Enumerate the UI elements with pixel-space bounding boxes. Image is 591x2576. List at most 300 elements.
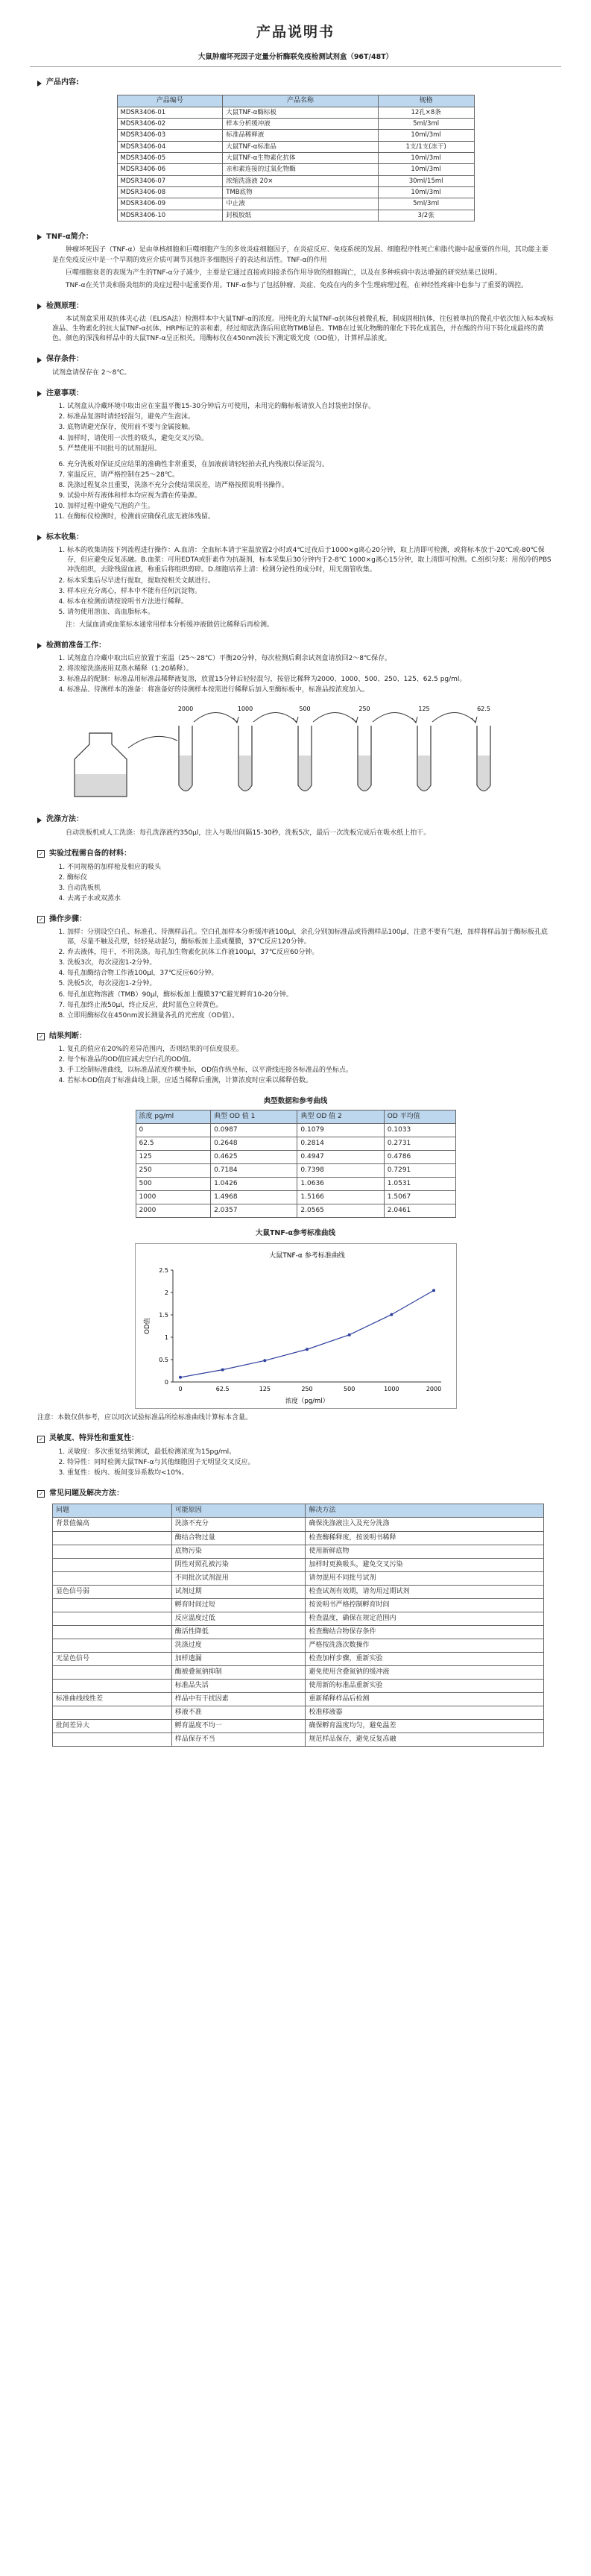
table-row bbox=[53, 1625, 544, 1639]
table-cell bbox=[53, 1545, 172, 1558]
table-row bbox=[53, 1720, 544, 1733]
list-item: 2. 将浓缩洗涤液用双蒸水稀释（1:20稀释）。 bbox=[67, 665, 554, 674]
list-item: 2. 每个标准品的OD值应减去空白孔的OD值。 bbox=[67, 1055, 554, 1065]
table-cell: 5ml/3ml bbox=[378, 198, 474, 210]
table-cell: 批间差异大 bbox=[53, 1720, 172, 1733]
table-cell: MDSR3406-02 bbox=[117, 119, 223, 130]
table-row bbox=[53, 1518, 544, 1531]
list-item: 4. 标本在检测前请按说明书方法进行稀释。 bbox=[67, 597, 554, 607]
data-point bbox=[390, 1313, 393, 1316]
data-point bbox=[432, 1289, 435, 1292]
table-cell bbox=[53, 1665, 172, 1679]
y-tick-label: 1.5 bbox=[158, 1312, 168, 1319]
table-cell: 0.4947 bbox=[297, 1151, 384, 1164]
table-row bbox=[53, 1545, 544, 1558]
table-cell: MDSR3406-06 bbox=[117, 164, 223, 175]
table-row bbox=[117, 107, 474, 118]
section-heading: 检测前准备工作： bbox=[46, 641, 106, 650]
table-cell: 5ml/3ml bbox=[378, 119, 474, 130]
arrow-head-icon bbox=[233, 717, 238, 723]
x-tick-label: 125 bbox=[259, 1386, 271, 1393]
table-cell: 1.5067 bbox=[384, 1191, 455, 1204]
table-row bbox=[136, 1137, 455, 1151]
bullet-icon bbox=[37, 234, 42, 240]
table-cell: 酶结合物过量 bbox=[171, 1531, 306, 1545]
bullet-icon bbox=[37, 817, 42, 823]
table-cell: 洗涤不充分 bbox=[171, 1518, 306, 1531]
chart-note: 注意：本数仅供参考，应以同次试验标准品所绘标准曲线计算标本含量。 bbox=[37, 1414, 253, 1422]
tube-liquid bbox=[180, 755, 192, 791]
table-cell bbox=[53, 1625, 172, 1639]
checkbox-icon: ✓ bbox=[37, 1490, 45, 1498]
list-item: 4. 若标本OD值高于标准曲线上限，应适当稀释后重测，计算浓度时应乘以稀释倍数。 bbox=[67, 1076, 554, 1086]
table-cell: 2.0357 bbox=[211, 1204, 297, 1218]
paragraph: 自动洗板机或人工洗涤：每孔洗涤液约350μl，注入与吸出间隔15-30秒，洗板5次，最后一次洗板完成后在吸水纸上拍干。 bbox=[66, 829, 431, 837]
list-item: 7. 室温反应，请严格控制在25～28℃。 bbox=[67, 471, 554, 480]
table-cell: 10ml/3ml bbox=[378, 130, 474, 141]
list-item: 3. 洗板3次，每次浸泡1-2分钟。 bbox=[67, 958, 554, 968]
list-item: 2. 特异性：同时检测大鼠TNF-α与其他细胞因子无明显交叉反应。 bbox=[67, 1458, 554, 1468]
std-table-title: 典型数据和参考曲线 bbox=[263, 1097, 328, 1106]
list-item: 9. 试验中所有液体和样本均应视为潜在传染源。 bbox=[67, 491, 554, 501]
table-cell: 阴性对照孔被污染 bbox=[171, 1558, 306, 1571]
table-cell: 250 bbox=[136, 1164, 211, 1178]
bullet-icon bbox=[37, 357, 42, 363]
y-tick-label: 2 bbox=[164, 1289, 168, 1297]
table-row bbox=[117, 175, 474, 186]
table-row bbox=[53, 1612, 544, 1625]
list-item: 1. 试剂盒从冷藏环境中取出应在室温平衡15-30分钟后方可使用，未用完的酶标板请放入自封袋密封保存。 bbox=[67, 402, 554, 412]
list-item: 5. 请勿使用溶血、高血脂标本。 bbox=[67, 608, 554, 618]
chart-subtitle: 大鼠TNF-α 参考标准曲线 bbox=[268, 1252, 345, 1260]
table-cell: 0 bbox=[136, 1124, 211, 1137]
tube-label: 125 bbox=[418, 706, 430, 713]
table-cell: 校准移液器 bbox=[306, 1706, 544, 1720]
y-tick-label: 1 bbox=[164, 1334, 168, 1342]
table-cell: 1.5166 bbox=[297, 1191, 384, 1204]
table-cell: 规范样品保存，避免反复冻融 bbox=[306, 1733, 544, 1747]
section-wash bbox=[37, 814, 554, 838]
list-item: 3. 样本应充分离心，样本中不能有任何沉淀物。 bbox=[67, 587, 554, 597]
notes-list-2 bbox=[67, 460, 554, 522]
standard-curve-chart bbox=[135, 1243, 457, 1409]
section-heading: 结果判断： bbox=[49, 1031, 86, 1040]
table-cell: 使用新鲜底物 bbox=[306, 1545, 544, 1558]
table-cell: 显色信号弱 bbox=[53, 1585, 172, 1598]
tube-liquid bbox=[418, 755, 430, 791]
section-intro bbox=[37, 232, 554, 291]
arrow-head-icon bbox=[412, 717, 417, 723]
transfer-arrow-icon bbox=[128, 737, 177, 749]
table-cell bbox=[53, 1612, 172, 1625]
table-cell: 按说明书严格控制孵育时间 bbox=[306, 1598, 544, 1612]
table-cell: 2.0461 bbox=[384, 1204, 455, 1218]
table-header-cell: 问题 bbox=[53, 1504, 172, 1518]
table-cell: 125 bbox=[136, 1151, 211, 1164]
list-item: 1. 加样：分别设空白孔、标准孔、待测样品孔。空白孔加样本分析缓冲液100μl，余孔分别加标准品或待测样品100μl，注意不要有气泡，加样将样品加于酶标板孔底部，尽量不触及孔壁，轻轻晃动混匀，酶标板加上盖或覆膜，37℃反应120分钟。 bbox=[67, 928, 554, 947]
data-point bbox=[221, 1369, 224, 1372]
data-point bbox=[347, 1333, 350, 1336]
x-tick-label: 0 bbox=[177, 1386, 183, 1393]
table-cell: MDSR3406-04 bbox=[117, 141, 223, 152]
tube-label: 250 bbox=[358, 706, 370, 713]
prep-list bbox=[67, 654, 554, 695]
results-list bbox=[67, 1045, 554, 1086]
table-cell: 0.2731 bbox=[384, 1137, 455, 1151]
table-header-cell: 典型 OD 值 2 bbox=[297, 1110, 384, 1124]
section-heading: 注意事项： bbox=[46, 389, 83, 398]
table-cell bbox=[53, 1733, 172, 1747]
table-cell bbox=[53, 1680, 172, 1693]
x-tick-label: 1000 bbox=[383, 1386, 399, 1393]
table-cell: 大鼠TNF-α生物素化抗体 bbox=[223, 153, 378, 164]
table-cell: TMB底物 bbox=[223, 187, 378, 198]
section-steps bbox=[37, 914, 554, 1021]
list-item: 2. 标准品复溶时请轻轻混匀，避免产生泡沫。 bbox=[67, 412, 554, 422]
arrow-head-icon bbox=[353, 717, 358, 723]
std-data-table bbox=[136, 1110, 456, 1218]
table-cell: 酶活性降低 bbox=[171, 1625, 306, 1639]
table-row bbox=[53, 1665, 544, 1679]
table-header-cell: 产品编号 bbox=[117, 95, 223, 107]
list-item: 3. 自动洗板机 bbox=[67, 884, 554, 893]
list-item: 3. 底物请避光保存，使用前不要与金属接触。 bbox=[67, 423, 554, 433]
table-row bbox=[117, 119, 474, 130]
table-row bbox=[53, 1585, 544, 1598]
section-principle bbox=[37, 301, 554, 345]
list-item: 8. 立即用酶标仪在450nm波长测量各孔的光密度（OD值）。 bbox=[67, 1011, 554, 1021]
table-cell: 移液不准 bbox=[171, 1706, 306, 1720]
tube-label: 500 bbox=[299, 706, 311, 713]
table-cell: 10ml/3ml bbox=[378, 164, 474, 175]
table-row bbox=[53, 1598, 544, 1612]
bullet-icon bbox=[37, 81, 42, 87]
data-point bbox=[306, 1348, 309, 1351]
notes-list bbox=[67, 402, 554, 453]
table-cell: MDSR3406-08 bbox=[117, 187, 223, 198]
y-tick-label: 0 bbox=[164, 1379, 168, 1386]
section-heading: 灵敏度、特异性和重复性： bbox=[49, 1434, 139, 1443]
table-cell: MDSR3406-05 bbox=[117, 153, 223, 164]
table-cell: 加样时更换吸头，避免交叉污染 bbox=[306, 1558, 544, 1571]
table-cell bbox=[53, 1571, 172, 1585]
table-cell: 3/2张 bbox=[378, 210, 474, 221]
table-cell: 大鼠TNF-α标准品 bbox=[223, 141, 378, 152]
table-cell: 0.2648 bbox=[211, 1137, 297, 1151]
bullet-icon bbox=[37, 535, 42, 541]
x-tick-label: 62.5 bbox=[215, 1386, 230, 1393]
section-sensitivity bbox=[37, 1433, 554, 1478]
table-cell: 底物污染 bbox=[171, 1545, 306, 1558]
table-cell: 1.0531 bbox=[384, 1178, 455, 1191]
checkbox-icon: ✓ bbox=[37, 1436, 45, 1443]
arrow-head-icon bbox=[472, 717, 477, 723]
list-item: 1. 灵敏度：多次重复结果测试，最低检测浓度为15pg/ml。 bbox=[67, 1448, 554, 1457]
section-faq bbox=[37, 1489, 554, 1747]
table-cell: 使用新的标准品重新实验 bbox=[306, 1680, 544, 1693]
list-item: 2. 弃去液体，甩干，不用洗涤。每孔加生物素化抗体工作液100μl，37℃反应60分钟。 bbox=[67, 948, 554, 958]
sample-note: 注：大鼠血清或血浆标本通常用样本分析缓冲液做倍比稀释后再检测。 bbox=[66, 621, 274, 629]
table-cell: 0.2814 bbox=[297, 1137, 384, 1151]
table-row bbox=[53, 1531, 544, 1545]
table-header-cell: 规格 bbox=[378, 95, 474, 107]
paragraph: 肿瘤坏死因子（TNF-α）是由单核细胞和巨噬细胞产生的多效炎症细胞因子，在炎症反应、免疫系统的发展、细胞程序性死亡和脂代谢中起重要的作用，其功能主要是在免疫反应中是一个早期的效应介质可调节其他许多细胞因子的表达和活性。TNF-α的作用 bbox=[52, 246, 549, 264]
x-tick-label: 250 bbox=[300, 1386, 313, 1393]
checkbox-icon: ✓ bbox=[37, 916, 45, 923]
table-row bbox=[136, 1124, 455, 1137]
steps-list bbox=[67, 928, 554, 1020]
table-cell: 大鼠TNF-α酶标板 bbox=[223, 107, 378, 118]
chart-title: 大鼠TNF-α参考标准曲线 bbox=[255, 1229, 336, 1238]
bullet-icon bbox=[37, 643, 42, 649]
y-tick-label: 2.5 bbox=[158, 1267, 168, 1275]
tube-label: 62.5 bbox=[477, 706, 490, 713]
table-cell: 避免使用含叠氮钠的缓冲液 bbox=[306, 1665, 544, 1679]
table-cell: 样本分析缓冲液 bbox=[223, 119, 378, 130]
list-item: 5. 严禁使用不同批号的试剂混用。 bbox=[67, 444, 554, 454]
section-materials bbox=[37, 849, 554, 904]
section-notes bbox=[37, 389, 554, 522]
section-heading: 保存条件： bbox=[46, 355, 83, 364]
list-item: 5. 洗板5次，每次浸泡1-2分钟。 bbox=[67, 979, 554, 989]
table-cell: MDSR3406-03 bbox=[117, 130, 223, 141]
list-item: 6. 每孔加底物溶液（TMB）90μl，酶标板加上覆膜37℃避光孵育10-20分钟。 bbox=[67, 990, 554, 1000]
table-cell: 请勿混用不同批号试剂 bbox=[306, 1571, 544, 1585]
table-cell: 标准品失活 bbox=[171, 1680, 306, 1693]
data-point bbox=[179, 1376, 182, 1379]
table-row bbox=[53, 1652, 544, 1665]
transfer-arrow-icon bbox=[313, 713, 356, 723]
tube-label: 1000 bbox=[237, 706, 253, 713]
section-heading: 洗涤方法： bbox=[46, 815, 83, 824]
table-cell: 无显色信号 bbox=[53, 1652, 172, 1665]
table-cell: 0.7291 bbox=[384, 1164, 455, 1178]
tube-liquid bbox=[299, 755, 311, 791]
materials-list bbox=[67, 863, 554, 904]
dilution-tube bbox=[238, 706, 298, 791]
tube-liquid bbox=[478, 755, 490, 791]
section-heading: 操作步骤： bbox=[49, 914, 86, 923]
section-contents bbox=[37, 78, 554, 222]
table-cell: 标准曲线线性差 bbox=[53, 1693, 172, 1706]
table-cell: 1000 bbox=[136, 1191, 211, 1204]
table-row bbox=[53, 1733, 544, 1747]
table-row bbox=[117, 130, 474, 141]
checkbox-icon: ✓ bbox=[37, 1033, 45, 1040]
series-line bbox=[180, 1290, 434, 1377]
table-row bbox=[53, 1571, 544, 1585]
table-cell: 孵育时间过短 bbox=[171, 1598, 306, 1612]
table-cell: 严格按洗涤次数操作 bbox=[306, 1639, 544, 1652]
table-cell: 1.4968 bbox=[211, 1191, 297, 1204]
table-row bbox=[53, 1706, 544, 1720]
tube-liquid bbox=[358, 755, 370, 791]
table-cell bbox=[53, 1706, 172, 1720]
table-cell: 背景值偏高 bbox=[53, 1518, 172, 1531]
section-heading: 产品内容: bbox=[46, 78, 79, 87]
x-tick-label: 500 bbox=[343, 1386, 355, 1393]
table-row bbox=[117, 210, 474, 221]
paragraph: 本试剂盒采用双抗体夹心法（ELISA法）检测样本中大鼠TNF-α的浓度。用纯化的大鼠TNF-α抗体包被微孔板，制成固相抗体，往包被单抗的微孔中依次加入标本或标准品、生物素化的抗大鼠TNF-α抗体、HRP标记的亲和素，经过彻底洗涤后用底物TMB显色。TMB在过氧化物酶的催化下转化成蓝色，并在酸的作用下转化成最终的黄色。颜色的深浅和样品中的大鼠TNF-α呈正相关。用酶标仪在450nm波长下测定吸光度（OD值），计算样品浓度。 bbox=[52, 315, 554, 343]
table-row bbox=[136, 1164, 455, 1178]
bullet-icon bbox=[37, 304, 42, 310]
data-point bbox=[263, 1360, 266, 1363]
list-item: 4. 去离子水或双蒸水 bbox=[67, 894, 554, 904]
table-cell: 0.7184 bbox=[211, 1164, 297, 1178]
section-heading: 检测原理： bbox=[46, 301, 83, 310]
table-cell bbox=[53, 1639, 172, 1652]
dilution-tube bbox=[417, 706, 477, 791]
table-header-cell: 浓度 pg/ml bbox=[136, 1110, 211, 1124]
section-prep bbox=[37, 641, 554, 805]
table-cell: 浓缩洗涤液 20× bbox=[223, 175, 378, 186]
list-item: 8. 洗涤过程复杂且重要，洗涤不充分会使结果误差，请严格按照说明书操作。 bbox=[67, 481, 554, 491]
y-axis-label: OD值 bbox=[143, 1318, 151, 1335]
table-header-cell: 可能原因 bbox=[171, 1504, 306, 1518]
table-header-cell: 解决方法 bbox=[306, 1504, 544, 1518]
table-row bbox=[53, 1639, 544, 1652]
list-item: 4. 标准品、待测样本的准备：将准备好的待测样本按需进行稀释后加入至酶标板中，标准品按浓度加入。 bbox=[67, 685, 554, 695]
list-item: 3. 重复性：板内、板间变异系数均<10%。 bbox=[67, 1468, 554, 1478]
dilution-tube bbox=[358, 706, 417, 791]
table-cell: MDSR3406-10 bbox=[117, 210, 223, 221]
table-cell: 2000 bbox=[136, 1204, 211, 1218]
table-cell: 样品保存不当 bbox=[171, 1733, 306, 1747]
dilution-tube bbox=[178, 706, 238, 791]
table-row bbox=[53, 1693, 544, 1706]
table-cell: 0.0987 bbox=[211, 1124, 297, 1137]
list-item: 6. 充分洗板对保证反应结果的准确性非常重要，在加液前请轻轻拍去孔内残液以保证混匀。 bbox=[67, 460, 554, 470]
list-item: 1. 标本的收集请按下列流程进行操作：A.血清：全血标本请于室温放置2小时或4℃过夜后于1000×g离心20分钟，取上清即可检测，或将标本放于-20℃或-80℃保存，但应避免反复冻融。B.血浆：可用EDTA或肝素作为抗凝剂，标本采集后30分钟内于2-8℃ 1000×g离心15分钟，取上清即可检测。C.组织匀浆：用预冷的PBS冲洗组织，去除残留血液，称重后将组织剪碎。D.细胞培养上清：检测分泌性的成分时，用无菌管收集。 bbox=[67, 546, 554, 575]
document-subtitle: 大鼠肿瘤坏死因子定量分析酶联免疫检测试剂盒（96T/48T） bbox=[197, 52, 394, 61]
arrow-head-icon bbox=[293, 717, 298, 723]
table-row bbox=[117, 141, 474, 152]
bullet-icon bbox=[37, 391, 42, 397]
list-item: 4. 加样时，请使用一次性的吸头，避免交叉污染。 bbox=[67, 434, 554, 444]
table-cell: 0.1079 bbox=[297, 1124, 384, 1137]
table-cell: 封板胶纸 bbox=[223, 210, 378, 221]
table-cell: 反应温度过低 bbox=[171, 1612, 306, 1625]
transfer-arrow-icon bbox=[194, 713, 237, 723]
table-cell: 12孔×8条 bbox=[378, 107, 474, 118]
table-row bbox=[117, 187, 474, 198]
list-item: 3. 手工绘制标准曲线，以标准品浓度作横坐标，OD值作纵坐标，以平滑线连接各标准品的坐标点。 bbox=[67, 1066, 554, 1075]
table-cell: 样品中有干扰因素 bbox=[171, 1693, 306, 1706]
table-cell bbox=[53, 1531, 172, 1545]
table-cell: 10ml/3ml bbox=[378, 153, 474, 164]
paragraph: 巨噬细胞衰老的表现为产生的TNF-α分子减少，主要是它通过直接或间接杀伤作用导致的细胞凋亡，以及在多种疾病中表达增强的研究结果已说明。 bbox=[66, 268, 502, 277]
table-row bbox=[117, 153, 474, 164]
table-cell: 中止液 bbox=[223, 198, 378, 210]
table-row bbox=[136, 1204, 455, 1218]
table-cell: 亲和素连接的过氧化物酶 bbox=[223, 164, 378, 175]
list-item: 1. 不同规格的加样枪及相应的吸头 bbox=[67, 863, 554, 873]
table-cell: 1支/1支(冻干) bbox=[378, 141, 474, 152]
sensitivity-list bbox=[67, 1448, 554, 1478]
list-item: 7. 每孔加终止液50μl，终止反应，此时蓝色立转黄色。 bbox=[67, 1001, 554, 1011]
table-cell: MDSR3406-09 bbox=[117, 198, 223, 210]
table-row bbox=[117, 164, 474, 175]
table-row bbox=[136, 1178, 455, 1191]
table-header-cell: 典型 OD 值 1 bbox=[211, 1110, 297, 1124]
table-cell: 30ml/15ml bbox=[378, 175, 474, 186]
table-cell: 重新稀释样品后检测 bbox=[306, 1693, 544, 1706]
table-cell: 确保孵育温度均匀，避免温差 bbox=[306, 1720, 544, 1733]
section-heading: 实验过程需自备的材料： bbox=[49, 849, 131, 858]
table-cell bbox=[53, 1558, 172, 1571]
table-cell: 不同批次试剂混用 bbox=[171, 1571, 306, 1585]
transfer-arrow-icon bbox=[373, 713, 416, 723]
table-cell: 检查试剂有效期，请勿用过期试剂 bbox=[306, 1585, 544, 1598]
section-sample bbox=[37, 533, 554, 630]
sample-list bbox=[67, 546, 554, 617]
table-cell: 试剂过期 bbox=[171, 1585, 306, 1598]
table-header-cell: OD 平均值 bbox=[384, 1110, 455, 1124]
table-cell: MDSR3406-01 bbox=[117, 107, 223, 118]
document-title: 产品说明书 bbox=[256, 24, 335, 40]
tube-label: 2000 bbox=[177, 706, 194, 713]
table-cell: 酶被叠氮钠抑制 bbox=[171, 1665, 306, 1679]
table-cell: 检查加样步骤，重新实验 bbox=[306, 1652, 544, 1665]
table-cell: MDSR3406-07 bbox=[117, 175, 223, 186]
table-row bbox=[53, 1680, 544, 1693]
table-cell: 500 bbox=[136, 1178, 211, 1191]
section-heading: 标本收集： bbox=[46, 533, 83, 541]
dilution-tube bbox=[298, 706, 358, 791]
table-cell: 确保洗涤液注入及充分洗涤 bbox=[306, 1518, 544, 1531]
faq-table bbox=[52, 1504, 544, 1747]
table-row bbox=[117, 198, 474, 210]
title-divider bbox=[30, 66, 561, 67]
chart-svg bbox=[136, 1244, 456, 1408]
table-cell: 10ml/3ml bbox=[378, 187, 474, 198]
list-item: 11. 在酶标仪检测时，检测前应确保孔底无液体残留。 bbox=[67, 512, 554, 522]
table-cell: 标准品稀释液 bbox=[223, 130, 378, 141]
x-tick-label: 2000 bbox=[426, 1386, 441, 1393]
section-heading: 常见问题及解决方法： bbox=[49, 1489, 124, 1498]
table-cell: 1.0636 bbox=[297, 1178, 384, 1191]
table-cell bbox=[53, 1598, 172, 1612]
table-cell: 检查酶结合物保存条件 bbox=[306, 1625, 544, 1639]
y-tick-label: 0.5 bbox=[158, 1357, 168, 1364]
checkbox-icon: ✓ bbox=[37, 850, 45, 858]
table-header-cell: 产品名称 bbox=[223, 95, 378, 107]
transfer-arrow-icon bbox=[432, 713, 475, 723]
paragraph: 试剂盒请保存在 2～8℃。 bbox=[52, 368, 131, 377]
table-cell: 孵育温度不均一 bbox=[171, 1720, 306, 1733]
table-cell: 0.4625 bbox=[211, 1151, 297, 1164]
table-cell: 0.4786 bbox=[384, 1151, 455, 1164]
list-item: 1. 试剂盒自冷藏中取出后应放置于室温（25～28℃）平衡20分钟，每次检测后剩余试剂盒请放回2～8℃保存。 bbox=[67, 654, 554, 664]
dilution-tube bbox=[477, 706, 490, 791]
table-cell: 0.7398 bbox=[297, 1164, 384, 1178]
table-cell: 62.5 bbox=[136, 1137, 211, 1151]
dilution-diagram bbox=[67, 703, 514, 800]
table-cell: 洗涤过度 bbox=[171, 1639, 306, 1652]
list-item: 2. 酶标仪 bbox=[67, 873, 554, 883]
table-row bbox=[136, 1191, 455, 1204]
table-cell: 0.1033 bbox=[384, 1124, 455, 1137]
table-row bbox=[136, 1151, 455, 1164]
bottle-liquid bbox=[75, 774, 126, 796]
transfer-arrow-icon bbox=[253, 713, 297, 723]
section-heading: TNF-α简介： bbox=[46, 232, 93, 241]
x-axis-label: 浓度（pg/ml） bbox=[285, 1398, 329, 1406]
section-storage bbox=[37, 354, 554, 378]
table-cell: 2.0565 bbox=[297, 1204, 384, 1218]
table-row bbox=[53, 1558, 544, 1571]
table-cell: 检查温度，确保在规定范围内 bbox=[306, 1612, 544, 1625]
